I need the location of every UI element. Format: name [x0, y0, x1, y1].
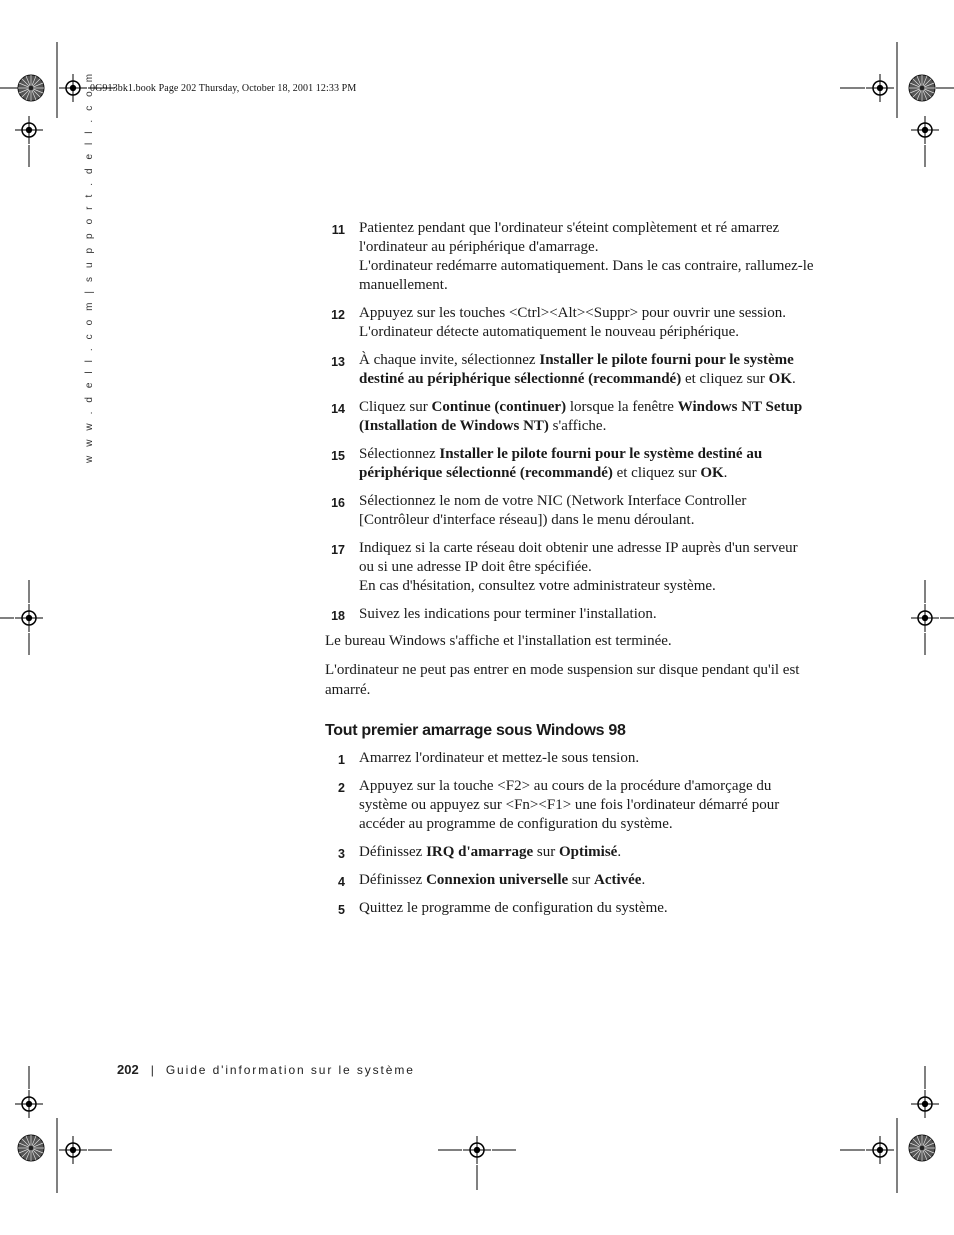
procedure-list-windows-nt — [325, 219, 815, 624]
step-note: En cas d'hésitation, consultez votre administrateur système. — [359, 578, 716, 594]
ui-term: Connexion universelle — [426, 872, 569, 888]
step-text — [359, 843, 815, 862]
side-website-text: w w w . d e l l . c o m | s u p p o r t . d e l l . c o m — [84, 70, 95, 463]
step-number: 16 — [331, 496, 345, 510]
page-number: 202 — [117, 1062, 139, 1077]
text-run: Sélectionnez le nom de votre NIC (Network Interface Controller [Contrôleur d'interface réseau]) dans le menu déroulant. — [359, 493, 747, 528]
ui-term: IRQ d'amarrage — [426, 844, 534, 860]
text-run: Amarrez l'ordinateur et mettez-le sous tension. — [359, 750, 640, 766]
text-run: À chaque invite, sélectionnez — [359, 352, 540, 368]
text-run: lorsque la fenêtre — [566, 399, 678, 415]
list-item — [325, 445, 815, 483]
step-text — [359, 871, 815, 890]
list-item — [325, 899, 815, 918]
registration-mark-icon — [15, 1090, 43, 1118]
footer-separator: | — [150, 1063, 154, 1077]
step-number: 4 — [338, 875, 345, 889]
text-run: Patientez pendant que l'ordinateur s'éteint complètement et ré amarrez l'ordinateur au périphérique d'amarrage. — [359, 220, 780, 255]
text-run: . — [617, 844, 622, 860]
footer-guide-title: Guide d'information sur le système — [165, 1063, 415, 1077]
ui-term: OK — [768, 371, 792, 387]
text-run: Quittez le programme de configuration du système. — [359, 900, 668, 916]
step-text — [359, 304, 815, 323]
ui-term: Continue (continuer) — [431, 399, 567, 415]
ui-term: Activée — [594, 872, 642, 888]
step-number: 15 — [331, 449, 345, 463]
step-text — [359, 605, 815, 624]
text-run: Indiquez si la carte réseau doit obtenir une adresse IP auprès d'un serveur ou si une adresse IP doit être spécifiée. — [359, 540, 798, 575]
main-content — [325, 219, 815, 918]
step-note: L'ordinateur redémarre automatiquement. Dans le cas contraire, rallumez-le manuellement. — [359, 258, 814, 293]
text-run: Appuyez sur les touches <Ctrl><Alt><Suppr> pour ouvrir une session. — [359, 305, 786, 321]
list-item — [325, 219, 815, 295]
step-text — [359, 777, 815, 834]
registration-mark-icon — [15, 604, 43, 632]
step-text — [359, 539, 815, 577]
text-run: Appuyez sur la touche <F2> au cours de la procédure d'amorçage du système ou appuyez sur <Fn><F1> une fois l'ordinateur démarré pour accéder au programme de configuration du système. — [359, 778, 780, 832]
list-item — [325, 351, 815, 389]
step-text — [359, 351, 815, 389]
paragraph-suspend-note: L'ordinateur ne peut pas entrer en mode suspension sur disque pendant qu'il est amarré. — [325, 662, 800, 698]
ui-term: Optimisé — [558, 844, 618, 860]
section-heading: Tout premier amarrage sous Windows 98 — [325, 722, 626, 739]
registration-mark-icon — [15, 116, 43, 144]
registration-mark-icon — [59, 1136, 87, 1164]
registration-mark-icon — [59, 74, 87, 102]
list-item — [325, 843, 815, 862]
star-target-icon — [909, 75, 935, 101]
step-number: 18 — [331, 609, 345, 623]
step-number: 1 — [338, 753, 345, 767]
text-run: . — [792, 371, 796, 387]
ui-term: Installer le pilote fourni pour le système destiné au périphérique sélectionné (recommandé) — [359, 352, 794, 387]
paragraph-desktop: Le bureau Windows s'affiche et l'installation est terminée. — [325, 633, 672, 649]
text-run: Sélectionnez — [359, 446, 440, 462]
registration-mark-icon — [911, 1090, 939, 1118]
list-item — [325, 749, 815, 768]
text-run: sur — [533, 844, 559, 860]
step-number: 12 — [331, 308, 345, 322]
procedure-list-windows-98 — [325, 749, 815, 918]
step-text — [359, 492, 815, 530]
star-target-icon — [18, 1135, 44, 1161]
step-text — [359, 749, 815, 768]
text-run: Suivez les indications pour terminer l'installation. — [359, 606, 657, 622]
registration-mark-icon — [866, 74, 894, 102]
print-slug: 0G913bk1.book Page 202 Thursday, October 18, 2001 12:33 PM — [90, 83, 357, 94]
list-item — [325, 492, 815, 530]
step-number: 14 — [331, 402, 345, 416]
page-footer — [117, 1062, 415, 1077]
text-run: Définissez — [359, 844, 427, 860]
registration-mark-icon — [911, 604, 939, 632]
ui-term: Installer le pilote fourni pour le système destiné au périphérique sélectionné (recommandé) — [359, 446, 763, 481]
text-run: . — [641, 872, 646, 888]
ui-term: OK — [700, 465, 724, 481]
registration-mark-icon — [463, 1136, 491, 1164]
step-number: 11 — [331, 223, 345, 237]
text-run: et cliquez sur — [612, 465, 701, 481]
step-number: 5 — [338, 903, 345, 917]
registration-mark-icon — [911, 116, 939, 144]
text-run: . — [723, 465, 728, 481]
list-item — [325, 304, 815, 342]
step-text — [359, 219, 815, 257]
step-text — [359, 445, 815, 483]
text-run: s'affiche. — [548, 418, 607, 434]
ui-term: Windows NT Setup (Installation de Windows NT) — [359, 399, 803, 434]
star-target-icon — [18, 75, 44, 101]
list-item — [325, 605, 815, 624]
registration-mark-icon — [866, 1136, 894, 1164]
text-run: Cliquez sur — [359, 399, 432, 415]
text-run: Définissez — [359, 872, 427, 888]
text-run: sur — [568, 872, 594, 888]
list-item — [325, 539, 815, 596]
list-item — [325, 871, 815, 890]
step-number: 3 — [338, 847, 345, 861]
step-number: 2 — [338, 781, 345, 795]
step-number: 13 — [331, 355, 345, 369]
step-text — [359, 398, 815, 436]
step-number: 17 — [331, 543, 345, 557]
list-item — [325, 398, 815, 436]
star-target-icon — [909, 1135, 935, 1161]
step-note: L'ordinateur détecte automatiquement le nouveau périphérique. — [359, 324, 740, 340]
text-run: et cliquez sur — [681, 371, 769, 387]
list-item — [325, 777, 815, 834]
step-text — [359, 899, 815, 918]
